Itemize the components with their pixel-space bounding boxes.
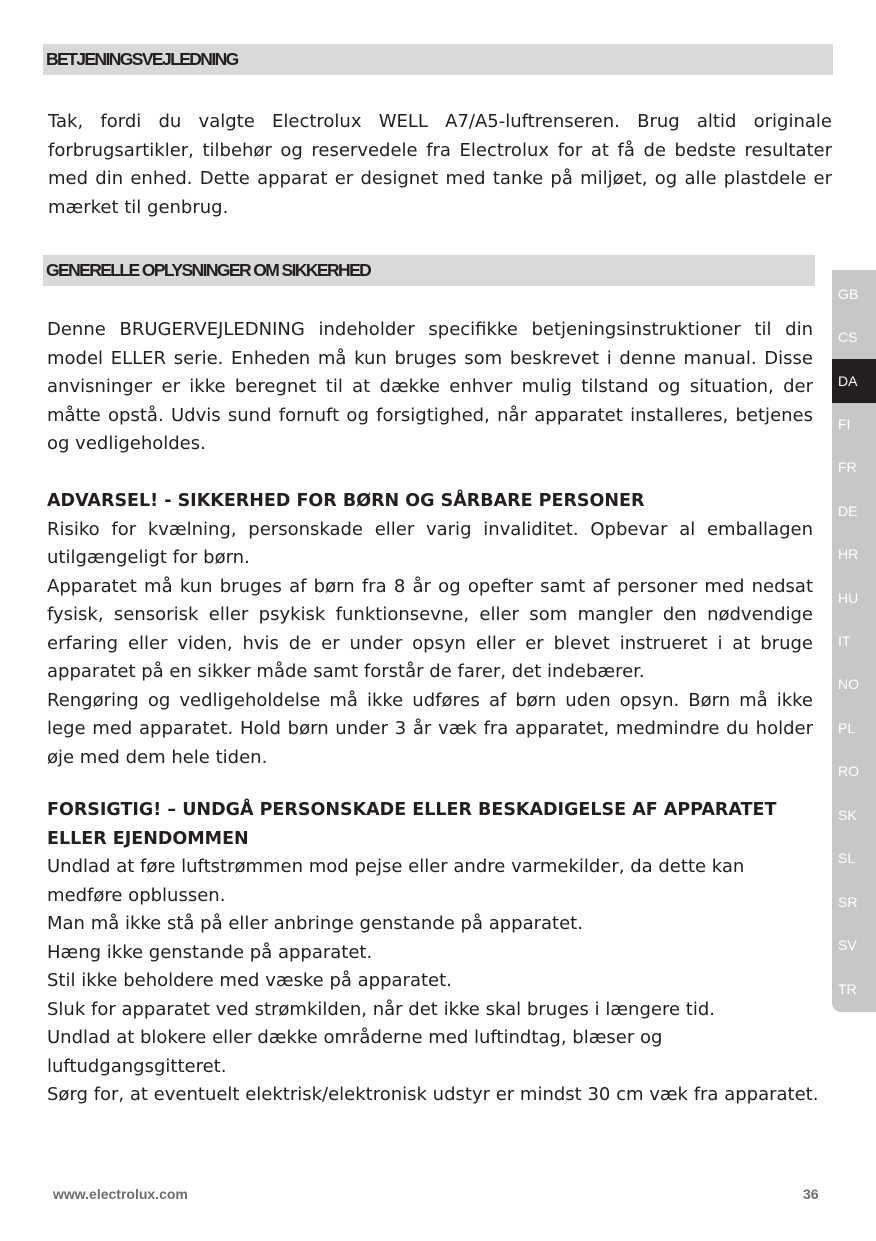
- caution-section: [47, 796, 837, 1110]
- warning-section: [47, 487, 813, 772]
- language-tab-it[interactable]: IT: [838, 633, 851, 649]
- caution-item: Sørg for, at eventuelt elektrisk/elektronisk udstyr er mindst 30 cm væk fra apparatet.: [47, 1084, 819, 1105]
- intro-text: Tak, fordi du valgte Electrolux WELL A7/A5-luftrenseren. Brug altid originale forbrugsartikler, tilbehør og reservedele fra Electrolux for at få de bedste resultater med din enhed. Dette apparat er designet med tanke på miljøet, og alle plastdele er mærket til genbrug.: [48, 111, 832, 218]
- section-header-safety-info: GENERELLE OPLYSNINGER OM SIKKERHED: [43, 255, 815, 286]
- caution-item: Stil ikke beholdere med væske på apparatet.: [47, 970, 452, 991]
- general-safety-paragraph: [47, 316, 813, 459]
- warning-paragraph: Apparatet må kun bruges af børn fra 8 år og opefter samt af personer med nedsat fysisk, sensorisk eller psykisk funktionsevne, eller som mangler den nødvendige erfaring eller viden, hvis de er under opsyn eller er blevet instrueret i at bruge apparatet på en sikker måde samt forstår de farer, det indebærer.: [47, 575, 813, 682]
- language-tab-pl[interactable]: PL: [838, 720, 856, 736]
- language-tab-fi[interactable]: FI: [838, 416, 851, 432]
- language-tab-sv[interactable]: SV: [838, 937, 857, 953]
- general-text: Denne BRUGERVEJLEDNING indeholder specifikke betjeningsinstruktioner til din model ELLER serie. Enheden må kun bruges som beskrevet i denne manual. Disse anvisninger er ikke beregnet til at dække enhver mulig tilstand og situation, der måtte opstå. Udvis sund fornuft og forsigtighed, når apparatet installeres, betjenes og vedligeholdes.: [47, 319, 813, 454]
- language-tab-sr[interactable]: SR: [838, 894, 858, 910]
- caution-title: FORSIGTIG! – UNDGÅ PERSONSKADE ELLER BESKADIGELSE AF APPARATET ELLER EJENDOMMEN: [47, 800, 777, 849]
- caution-item: Man må ikke stå på eller anbringe genstande på apparatet.: [47, 913, 583, 934]
- language-tab-no[interactable]: NO: [838, 676, 859, 692]
- language-tab-fr[interactable]: FR: [838, 459, 857, 475]
- language-tab-hu[interactable]: HU: [838, 590, 859, 606]
- language-tab-strip: [832, 270, 876, 1012]
- caution-item: Hæng ikke genstande på apparatet.: [47, 941, 373, 963]
- language-tab-hr[interactable]: HR: [838, 546, 859, 562]
- language-tab-de[interactable]: DE: [838, 503, 858, 519]
- caution-item: Sluk for apparatet ved strømkilden, når det ikke skal bruges i længere tid.: [47, 998, 715, 1020]
- language-tab-tr[interactable]: TR: [838, 981, 857, 997]
- language-tab-cs[interactable]: CS: [838, 329, 858, 345]
- intro-paragraph: [48, 108, 832, 222]
- language-tab-da[interactable]: DA: [832, 359, 876, 403]
- caution-item: Undlad at føre luftstrømmen mod pejse eller andre varmekilder, da dette kan medføre opblussen.: [47, 856, 745, 906]
- warning-paragraph: Risiko for kvælning, personskade eller varig invaliditet. Opbevar al emballagen utilgængeligt for børn.: [47, 518, 813, 568]
- page-number: 36: [803, 1186, 819, 1202]
- language-tab-sk[interactable]: SK: [838, 807, 857, 823]
- language-tab-ro[interactable]: RO: [838, 763, 859, 779]
- language-tab-sl[interactable]: SL: [838, 850, 856, 866]
- warning-title: ADVARSEL! - SIKKERHED FOR BØRN OG SÅRBARE PERSONER: [47, 491, 645, 511]
- caution-item: Undlad at blokere eller dække områderne med luftindtag, blæser og luftudgangsgitteret.: [47, 1027, 663, 1077]
- section-header-operating-instructions: BETJENINGSVEJLEDNING: [43, 44, 833, 75]
- footer-url[interactable]: www.electrolux.com: [53, 1186, 188, 1202]
- language-tab-gb[interactable]: GB: [838, 286, 859, 302]
- warning-paragraph: Rengøring og vedligeholdelse må ikke udføres af børn uden opsyn. Børn må ikke lege med apparatet. Hold børn under 3 år væk fra apparatet, medmindre du holder øje med dem hele tiden.: [47, 689, 813, 768]
